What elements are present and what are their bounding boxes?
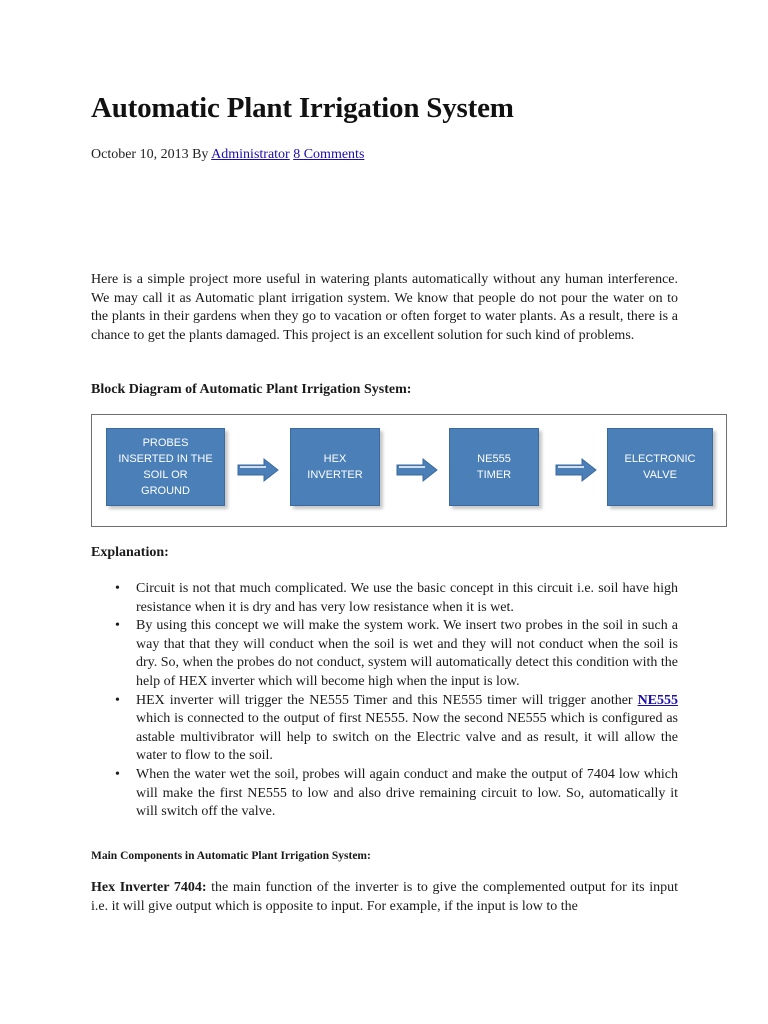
diagram-block-probes	[106, 428, 225, 506]
diagram-block-label: ELECTRONIC VALVE	[624, 453, 696, 481]
block-diagram-heading: Block Diagram of Automatic Plant Irrigation System:	[91, 382, 412, 397]
arrow-right-icon	[395, 457, 439, 483]
bullet-icon: •	[115, 766, 120, 782]
intro-paragraph: Here is a simple project more useful in watering plants automatically without any human interference. We may call it as Automatic plant irrigation system. We know that people do not pour the water on to the plants in their gardens when they go to vacation or often forget to water plants. As a result, there is a chance to get the plants damaged. This project is an excellent solution for such kind of problems.	[91, 272, 678, 343]
diagram-block-electronic-valve	[607, 428, 713, 506]
hex-inverter-paragraph	[91, 879, 678, 916]
ne555-link[interactable]: NE555	[637, 692, 679, 708]
explanation-list	[91, 580, 678, 822]
post-by-label: By	[192, 147, 209, 162]
explanation-heading: Explanation:	[91, 545, 169, 560]
comments-link[interactable]: 8 Comments	[293, 147, 365, 162]
diagram-block-hex-inverter	[290, 428, 380, 506]
list-item-text: By using this concept we will make the system work. We insert two probes in the soil in such a way that that they will conduct when the soil is wet and they will not conduct when the soil is dry. So, when the probes do not conduct, system will automatically detect this condition with the help of HEX inverter which will become high when the input is low.	[136, 618, 678, 689]
page-title: Automatic Plant Irrigation System	[91, 92, 514, 124]
author-link[interactable]: Administrator	[211, 147, 290, 162]
list-item-text: HEX inverter will trigger the NE555 Timer and this NE555 timer will trigger another	[136, 692, 633, 708]
hex-inverter-label: Hex Inverter 7404:	[91, 880, 207, 895]
post-meta	[91, 147, 364, 163]
list-item-text: which is connected to the output of first NE555. Now the second NE555 which is configured as astable multivibrator will help to switch on the Electric valve and as result, it will allow the water to flow to the soil.	[136, 711, 678, 764]
list-item-text: When the water wet the soil, probes will again conduct and make the output of 7404 low which will make the first NE555 to low and also drive remaining circuit to low. So, automatically it will switch off the valve.	[136, 766, 678, 820]
list-item-text: Circuit is not that much complicated. We use the basic concept in this circuit i.e. soil have high resistance when it is dry and has very low resistance when it is wet.	[136, 581, 678, 615]
block-diagram	[91, 414, 727, 527]
list-item	[91, 580, 678, 617]
bullet-icon: •	[115, 692, 120, 708]
components-heading: Main Components in Automatic Plant Irrigation System:	[91, 850, 371, 862]
diagram-block-label: PROBES INSERTED IN THE SOIL OR GROUND	[118, 437, 213, 497]
list-item	[91, 692, 678, 766]
diagram-block-label: HEX INVERTER	[307, 453, 363, 481]
post-date: October 10, 2013	[91, 147, 189, 162]
hex-inverter-text: the main function of the inverter is to give the complemented output for its input i.e. it will give output which is opposite to input. For example, if the input is low to the	[91, 880, 679, 914]
diagram-block-label: NE555 TIMER	[476, 453, 512, 481]
arrow-right-icon	[236, 457, 280, 483]
bullet-icon: •	[115, 618, 120, 634]
arrow-right-icon	[554, 457, 598, 483]
diagram-block-ne555-timer	[449, 428, 539, 506]
list-item	[91, 617, 678, 691]
list-item	[91, 766, 678, 822]
bullet-icon: •	[115, 581, 120, 596]
